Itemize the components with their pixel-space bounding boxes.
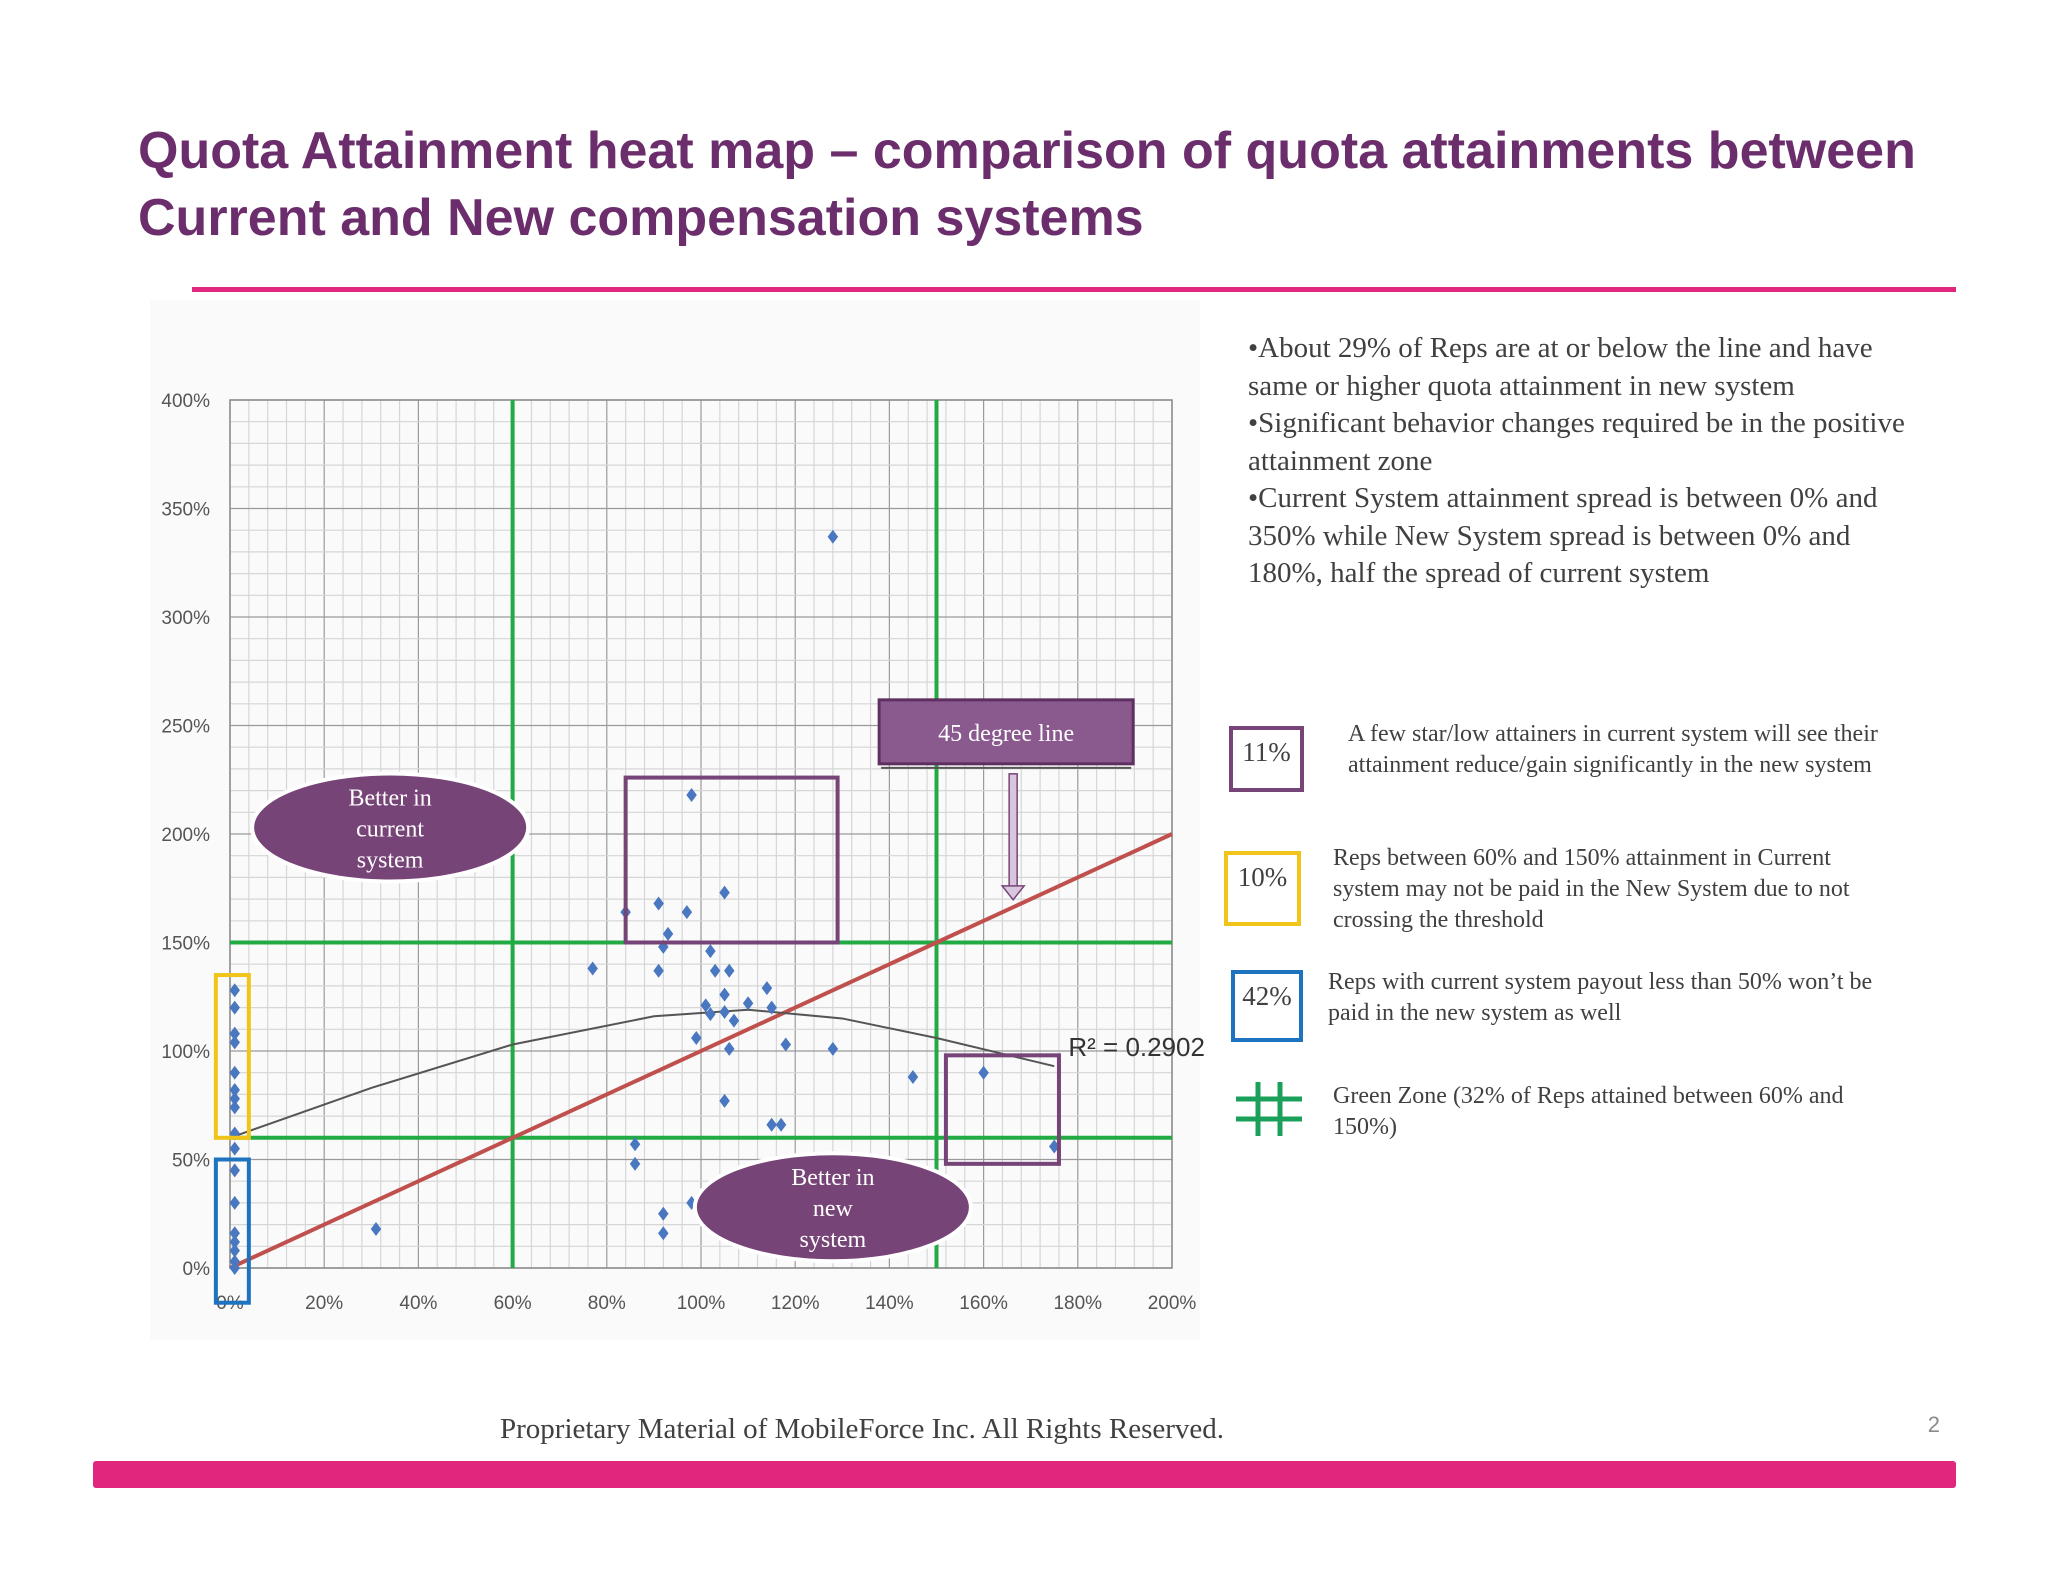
data-point xyxy=(653,964,664,978)
arrow-shaft xyxy=(1009,774,1017,888)
legend-text-blue: Reps with current system payout less than 50% won’t be paid in the new system as well xyxy=(1328,969,1873,1026)
data-point xyxy=(766,1118,777,1132)
footer-text: Proprietary Material of MobileForce Inc. All Rights Reserved. xyxy=(500,1413,1225,1445)
y-tick-label: 50% xyxy=(171,1150,210,1172)
y-tick-label: 300% xyxy=(161,608,210,629)
highlight-box-yellow xyxy=(216,975,249,1138)
data-point xyxy=(719,988,730,1002)
x-tick-label: 0% xyxy=(216,1293,244,1314)
data-point xyxy=(682,905,693,919)
y-tick-label: 200% xyxy=(161,825,210,846)
y-tick-label: 250% xyxy=(161,716,210,738)
purple-box-icon xyxy=(1229,726,1304,792)
legend-text-green: Green Zone (32% of Reps attained between 60% and 150%) xyxy=(1333,1083,1844,1140)
x-tick-label: 60% xyxy=(493,1293,532,1314)
data-point xyxy=(781,1037,792,1051)
title-line-2: Current and New compensation systems xyxy=(138,189,1144,247)
x-tick-label: 160% xyxy=(959,1293,1008,1314)
yellow-box-icon xyxy=(1224,851,1301,926)
x-tick-label: 40% xyxy=(399,1293,438,1314)
r-squared-label: R² = 0.2902 xyxy=(1068,1032,1205,1062)
x-tick-label: 200% xyxy=(1147,1293,1197,1314)
data-point xyxy=(705,944,716,958)
x-tick-label: 100% xyxy=(676,1293,726,1314)
legend-text-purple: A few star/low attainers in current system will see their attainment reduce/gain significantly in the new system xyxy=(1348,721,1878,778)
data-point xyxy=(724,1042,735,1056)
y-tick-label: 150% xyxy=(161,933,210,955)
better-in-new-label: Better in xyxy=(791,1165,875,1192)
data-point xyxy=(719,886,730,900)
x-tick-label: 180% xyxy=(1053,1293,1103,1314)
better-in-current-label: Better in xyxy=(348,785,432,812)
data-point xyxy=(229,1035,240,1049)
data-point xyxy=(229,1001,240,1015)
data-point xyxy=(229,1196,240,1210)
legend-badge-yellow: 10% xyxy=(1237,862,1288,892)
bullet-1: •About 29% of Reps are at or below the line and have same or higher quota attainment in new system xyxy=(1248,332,1873,402)
data-point xyxy=(663,927,674,941)
data-point xyxy=(729,1014,740,1028)
bullet-2: •Significant behavior changes required be in the positive attainment zone xyxy=(1248,407,1905,477)
y-tick-label: 0% xyxy=(182,1259,210,1280)
data-point xyxy=(229,1163,240,1177)
chart-annotations xyxy=(252,700,1205,1261)
data-point xyxy=(828,530,839,544)
better-in-current-label: current xyxy=(356,816,425,843)
bullet-3: •Current System attainment spread is between 0% and 350% while New System spread is between 0% and 180%, half the spread of current system xyxy=(1248,482,1878,589)
data-point xyxy=(762,981,773,995)
legend-text-yellow: Reps between 60% and 150% attainment in Current system may not be paid in the New System due to not crossing the threshold xyxy=(1333,845,1850,933)
data-point xyxy=(978,1066,989,1080)
data-point xyxy=(229,1100,240,1114)
data-point xyxy=(658,1207,669,1221)
x-tick-label: 80% xyxy=(587,1293,626,1314)
better-in-new-label: new xyxy=(812,1196,853,1223)
page-number: 2 xyxy=(1927,1412,1940,1437)
x-tick-label: 120% xyxy=(770,1293,820,1314)
data-point xyxy=(658,1226,669,1240)
data-point xyxy=(710,964,721,978)
highlight-box-purple-top xyxy=(626,778,838,943)
x-tick-label: 20% xyxy=(305,1293,344,1314)
x-tick-label: 140% xyxy=(865,1293,914,1314)
data-point xyxy=(776,1118,787,1132)
green-hash-icon xyxy=(1236,1082,1302,1136)
data-point xyxy=(724,964,735,978)
y-tick-label: 350% xyxy=(161,499,210,521)
blue-box-icon xyxy=(1231,970,1303,1042)
footer-bar xyxy=(93,1461,1956,1488)
bullet-list xyxy=(1248,330,1908,593)
legend-badge-purple: 11% xyxy=(1242,737,1291,767)
better-in-new-label: system xyxy=(799,1227,867,1254)
y-tick-label: 400% xyxy=(161,391,210,412)
y-tick-label: 100% xyxy=(161,1042,210,1063)
data-point xyxy=(828,1042,839,1056)
title-line-1: Quota Attainment heat map – comparison of quota attainments between xyxy=(138,122,1916,180)
data-point xyxy=(229,1066,240,1080)
legend-badge-blue: 42% xyxy=(1242,981,1292,1011)
data-point xyxy=(229,1142,240,1156)
diagonal-label-text: 45 degree line xyxy=(938,720,1075,747)
better-in-current-label: system xyxy=(356,847,424,874)
data-point xyxy=(719,1094,730,1108)
data-point xyxy=(691,1031,702,1045)
